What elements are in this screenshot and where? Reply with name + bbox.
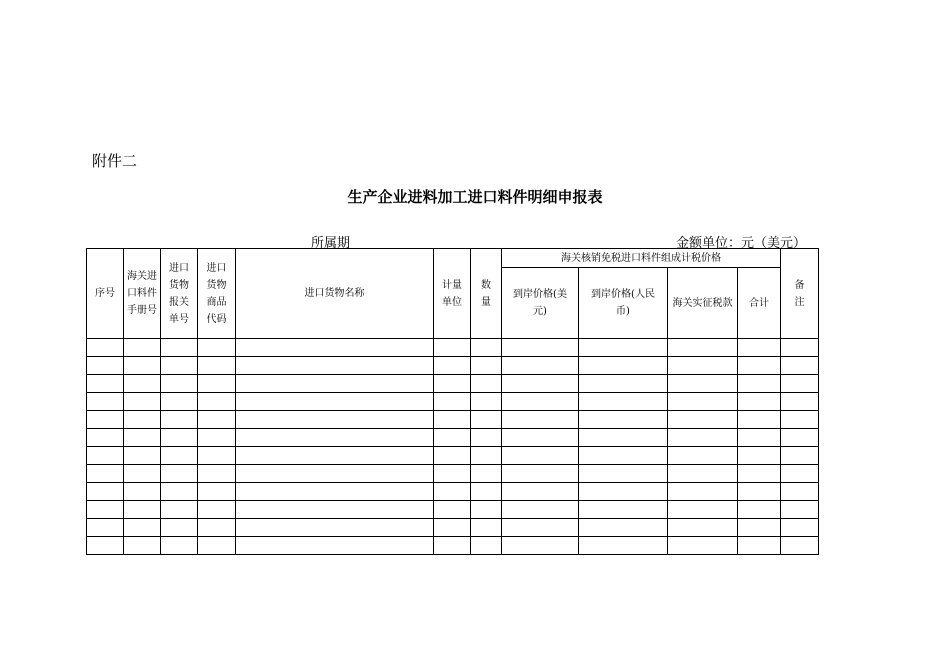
table-row <box>87 411 819 429</box>
table-cell[interactable] <box>781 465 819 483</box>
table-row <box>87 501 819 519</box>
table-row <box>87 519 819 537</box>
table-cell[interactable] <box>124 501 161 519</box>
table-cell[interactable] <box>124 483 161 501</box>
table-cell[interactable] <box>738 447 781 465</box>
table-cell[interactable] <box>161 519 198 537</box>
table-cell[interactable] <box>124 357 161 375</box>
table-cell[interactable] <box>434 357 471 375</box>
table-cell[interactable] <box>236 519 434 537</box>
table-cell[interactable] <box>502 357 579 375</box>
table-cell[interactable] <box>579 483 668 501</box>
table-cell[interactable] <box>579 429 668 447</box>
table-cell[interactable] <box>434 483 471 501</box>
table-cell[interactable] <box>198 465 236 483</box>
table-cell[interactable] <box>502 465 579 483</box>
header-total: 合计 <box>738 268 781 339</box>
table-cell[interactable] <box>738 483 781 501</box>
table-cell[interactable] <box>198 339 236 357</box>
table-cell[interactable] <box>738 411 781 429</box>
table-cell[interactable] <box>668 411 738 429</box>
table-cell[interactable] <box>668 393 738 411</box>
table-cell[interactable] <box>502 447 579 465</box>
table-cell[interactable] <box>124 465 161 483</box>
table-cell[interactable] <box>434 501 471 519</box>
page-title: 生产企业进料加工进口料件明细申报表 <box>347 188 603 206</box>
table-cell[interactable] <box>198 411 236 429</box>
table-cell[interactable] <box>668 519 738 537</box>
table-cell[interactable] <box>668 429 738 447</box>
header-unit: 计量单位 <box>434 249 471 339</box>
table-cell[interactable] <box>502 483 579 501</box>
table-cell[interactable] <box>738 519 781 537</box>
header-manual-no: 海关进口料件手册号 <box>124 249 161 339</box>
table-cell[interactable] <box>161 465 198 483</box>
table-cell[interactable] <box>434 339 471 357</box>
table-cell[interactable] <box>161 411 198 429</box>
table-cell[interactable] <box>471 519 502 537</box>
table-cell[interactable] <box>502 339 579 357</box>
table-cell[interactable] <box>579 501 668 519</box>
table-row <box>87 339 819 357</box>
table-cell[interactable] <box>471 537 502 555</box>
table-cell[interactable] <box>738 537 781 555</box>
table-cell[interactable] <box>738 501 781 519</box>
table-row <box>87 465 819 483</box>
table-cell[interactable] <box>471 501 502 519</box>
table-row <box>87 375 819 393</box>
table-cell[interactable] <box>781 375 819 393</box>
table-cell[interactable] <box>781 537 819 555</box>
table-cell[interactable] <box>87 339 124 357</box>
table-cell[interactable] <box>781 447 819 465</box>
table-cell[interactable] <box>471 357 502 375</box>
table-cell[interactable] <box>668 465 738 483</box>
table-cell[interactable] <box>124 339 161 357</box>
table-cell[interactable] <box>579 411 668 429</box>
table-cell[interactable] <box>198 393 236 411</box>
table-cell[interactable] <box>502 393 579 411</box>
table-cell[interactable] <box>738 393 781 411</box>
table-cell[interactable] <box>668 501 738 519</box>
table-cell[interactable] <box>236 393 434 411</box>
table-cell[interactable] <box>87 393 124 411</box>
table-cell[interactable] <box>236 429 434 447</box>
header-quantity: 数量 <box>471 249 502 339</box>
table-cell[interactable] <box>781 357 819 375</box>
table-cell[interactable] <box>502 411 579 429</box>
table-cell[interactable] <box>161 483 198 501</box>
table-cell[interactable] <box>161 357 198 375</box>
table-cell[interactable] <box>87 465 124 483</box>
table-cell[interactable] <box>161 501 198 519</box>
table-cell[interactable] <box>87 411 124 429</box>
table-cell[interactable] <box>502 537 579 555</box>
table-cell[interactable] <box>236 411 434 429</box>
table-cell[interactable] <box>434 411 471 429</box>
table-cell[interactable] <box>198 375 236 393</box>
table-row <box>87 429 819 447</box>
table-cell[interactable] <box>668 339 738 357</box>
table-cell[interactable] <box>124 537 161 555</box>
table-cell[interactable] <box>502 375 579 393</box>
table-cell[interactable] <box>668 483 738 501</box>
table-cell[interactable] <box>579 393 668 411</box>
table-cell[interactable] <box>236 447 434 465</box>
table-cell[interactable] <box>781 393 819 411</box>
table-cell[interactable] <box>87 519 124 537</box>
table-cell[interactable] <box>434 519 471 537</box>
table-cell[interactable] <box>198 483 236 501</box>
table-cell[interactable] <box>471 411 502 429</box>
header-goods-code: 进口货物商品代码 <box>198 249 236 339</box>
table-cell[interactable] <box>579 375 668 393</box>
table-cell[interactable] <box>738 375 781 393</box>
table-cell[interactable] <box>781 519 819 537</box>
table-cell[interactable] <box>87 429 124 447</box>
table-cell[interactable] <box>579 357 668 375</box>
table-cell[interactable] <box>668 447 738 465</box>
table-cell[interactable] <box>434 375 471 393</box>
table-cell[interactable] <box>236 375 434 393</box>
table-cell[interactable] <box>471 447 502 465</box>
table-cell[interactable] <box>124 429 161 447</box>
amount-unit-label: 金额单位：元（美元） <box>676 236 807 251</box>
header-remark: 备注 <box>781 249 819 339</box>
table-cell[interactable] <box>161 339 198 357</box>
period-label: 所属期 <box>311 236 351 251</box>
table-cell[interactable] <box>502 519 579 537</box>
table-cell[interactable] <box>236 501 434 519</box>
table-cell[interactable] <box>161 429 198 447</box>
table-row <box>87 393 819 411</box>
table-cell[interactable] <box>471 339 502 357</box>
declaration-table <box>86 248 819 555</box>
table-cell[interactable] <box>471 483 502 501</box>
table-cell[interactable] <box>87 357 124 375</box>
table-cell[interactable] <box>124 411 161 429</box>
table-cell[interactable] <box>579 465 668 483</box>
table-cell[interactable] <box>124 375 161 393</box>
table-cell[interactable] <box>198 501 236 519</box>
table-cell[interactable] <box>434 465 471 483</box>
table-cell[interactable] <box>471 429 502 447</box>
table-cell[interactable] <box>738 357 781 375</box>
table-cell[interactable] <box>738 465 781 483</box>
table-cell[interactable] <box>87 483 124 501</box>
table-cell[interactable] <box>781 429 819 447</box>
table-cell[interactable] <box>579 447 668 465</box>
table-cell[interactable] <box>161 375 198 393</box>
table-cell[interactable] <box>236 339 434 357</box>
table-cell[interactable] <box>198 357 236 375</box>
table-cell[interactable] <box>124 447 161 465</box>
table-cell[interactable] <box>502 501 579 519</box>
table-row <box>87 483 819 501</box>
table-cell[interactable] <box>579 339 668 357</box>
table-cell[interactable] <box>236 537 434 555</box>
table-cell[interactable] <box>579 519 668 537</box>
table-cell[interactable] <box>87 537 124 555</box>
table-cell[interactable] <box>161 537 198 555</box>
table-cell[interactable] <box>668 537 738 555</box>
table-cell[interactable] <box>781 501 819 519</box>
table-cell[interactable] <box>87 501 124 519</box>
table-cell[interactable] <box>124 519 161 537</box>
table-cell[interactable] <box>471 375 502 393</box>
table-cell[interactable] <box>471 393 502 411</box>
table-cell[interactable] <box>161 447 198 465</box>
header-cif-rmb: 到岸价格(人民币) <box>579 268 668 339</box>
table-cell[interactable] <box>668 357 738 375</box>
table-row <box>87 447 819 465</box>
header-cif-usd: 到岸价格(美元) <box>502 268 579 339</box>
table-cell[interactable] <box>434 537 471 555</box>
table-cell[interactable] <box>434 447 471 465</box>
table-cell[interactable] <box>236 357 434 375</box>
table-cell[interactable] <box>502 429 579 447</box>
table-cell[interactable] <box>738 429 781 447</box>
table-cell[interactable] <box>781 483 819 501</box>
table-row <box>87 537 819 555</box>
table-cell[interactable] <box>471 465 502 483</box>
header-declaration-no: 进口货物报关单号 <box>161 249 198 339</box>
table-cell[interactable] <box>124 393 161 411</box>
table-cell[interactable] <box>198 519 236 537</box>
header-customs-tax: 海关实征税款 <box>668 268 738 339</box>
header-price-group: 海关核销免税进口料件组成计税价格 <box>502 249 781 268</box>
table-cell[interactable] <box>434 393 471 411</box>
table-cell[interactable] <box>198 429 236 447</box>
table-cell[interactable] <box>87 375 124 393</box>
table-row <box>87 357 819 375</box>
table-cell[interactable] <box>198 447 236 465</box>
attachment-label: 附件二 <box>92 152 138 170</box>
table-cell[interactable] <box>87 447 124 465</box>
table-cell[interactable] <box>579 537 668 555</box>
table-cell[interactable] <box>668 375 738 393</box>
table-cell[interactable] <box>434 429 471 447</box>
table-cell[interactable] <box>738 339 781 357</box>
header-goods-name: 进口货物名称 <box>236 249 434 339</box>
table-cell[interactable] <box>161 393 198 411</box>
header-seq: 序号 <box>87 249 124 339</box>
table-cell[interactable] <box>781 411 819 429</box>
table-cell[interactable] <box>198 537 236 555</box>
table-cell[interactable] <box>781 339 819 357</box>
table-cell[interactable] <box>236 483 434 501</box>
table-cell[interactable] <box>236 465 434 483</box>
